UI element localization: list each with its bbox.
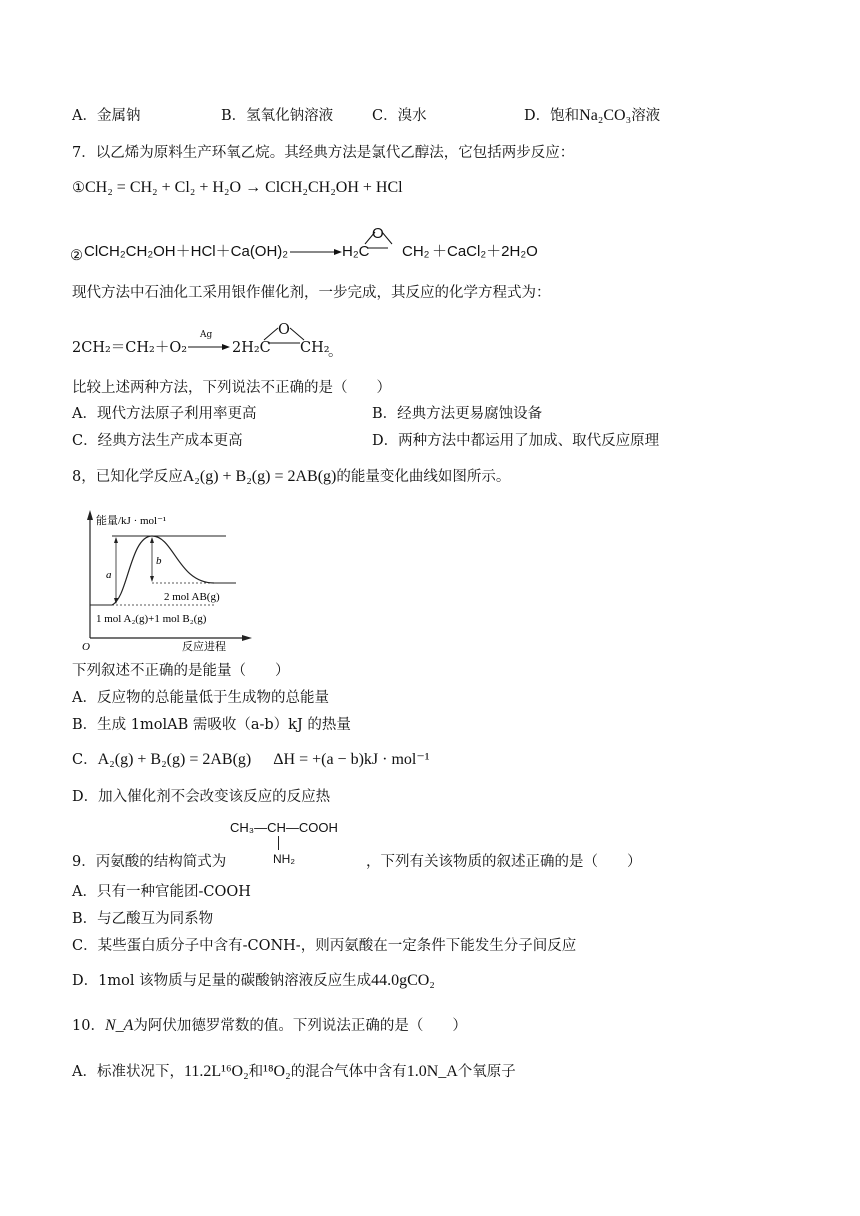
q9-option-c: C．某些蛋白质分子中含有-CONH-，则丙氨酸在一定条件下能发生分子间反应 (72, 938, 577, 954)
q9-structure-bottom: NH₂ (273, 852, 295, 866)
q8-question: 下列叙述不正确的是能量（ ） (72, 663, 290, 679)
q6-option-a: A．金属钠 (72, 108, 141, 124)
q7-reaction-3-end: 。 (328, 344, 343, 360)
chart-label-b: b (156, 555, 162, 567)
q8-stem-suffix: 的能量变化曲线如图所示。 (336, 469, 511, 485)
q9-structure-top: CH₃—CH—COOH (230, 820, 338, 835)
q7-reaction-1-mark: ① (72, 180, 85, 196)
q10-option-a-prefix: A．标准状况下， (72, 1064, 184, 1080)
energy-diagram (76, 508, 256, 653)
chart-ylabel: 能量/kJ · mol⁻¹ (96, 515, 167, 527)
q7-reaction-2-left: ClCH₂CH₂OH＋HCl＋Ca(OH)₂ (84, 243, 289, 260)
q10-stem-prefix: 10． (72, 1018, 105, 1034)
q10-option-a-formula2: ¹⁸O₂ (263, 1063, 291, 1080)
q8-option-d: D．加入催化剂不会改变该反应的反应热 (72, 789, 331, 805)
q8-option-c-prefix: C． (72, 752, 98, 768)
q6-option-d-prefix: D．饱和 (524, 108, 580, 124)
q8-option-c-dh: ΔH = +(a − b)kJ · mol⁻¹ (273, 751, 430, 768)
q10-option-a (72, 1062, 516, 1082)
q9-option-d-formula: 44.0gCO₂ (371, 972, 435, 989)
q9-option-d (72, 971, 435, 991)
q6-option-d-formula: Na₂CO₃ (579, 107, 632, 124)
q9-stem-suffix: ，下列有关该物质的叙述正确的是（ ） (366, 854, 642, 870)
chart-xlabel: 反应进程 (182, 641, 226, 653)
q10-option-a-formula3: 1.0N_A (406, 1063, 458, 1080)
q10-stem-suffix: 为阿伏加德罗常数的值。下列说法正确的是（ ） (133, 1018, 467, 1034)
q6-option-b: B．氢氧化钠溶液 (221, 108, 334, 124)
q10-option-a-formula1: 11.2L¹⁶O₂ (183, 1063, 249, 1080)
q7-reaction-2-ring-right: CH₂ (402, 243, 430, 260)
q9-option-a: A．只有一种官能团-COOH (72, 884, 251, 900)
q7-modern-text: 现代方法中石油化工采用银作催化剂，一步完成，其反应的化学方程式为： (72, 285, 551, 301)
q7-option-a: A．现代方法原子利用率更高 (72, 406, 257, 422)
q7-compare: 比较上述两种方法，下列说法不正确的是（ ） (72, 380, 391, 396)
q7-reaction-2-mark: ② (70, 248, 83, 264)
q7-reaction-2-ring-o: O (372, 225, 384, 242)
q9-structure-bond (278, 836, 279, 850)
q7-reaction-2-ring-left: H₂C (342, 243, 370, 260)
q10-stem-na: N_A (104, 1017, 134, 1034)
q7-reaction-1-equation: CH₂ = CH₂ + Cl₂ + H₂O → ClCH₂CH₂OH + HCl (85, 179, 403, 196)
q7-reaction-3-catalyst: Ag (200, 330, 213, 340)
chart-product-label: 2 mol AB(g) (164, 591, 220, 603)
q7-reaction-3-ring-right: CH₂ (300, 340, 330, 356)
q8-option-c-formula: A₂(g) + B₂(g) = 2AB(g) (97, 751, 252, 768)
q8-option-b: B．生成 1molAB 需吸收（a-b）kJ 的热量 (72, 717, 351, 733)
q6-option-d-suffix: 溶液 (631, 108, 661, 124)
q7-reaction-3-ring-left: 2H₂C (232, 340, 271, 356)
q7-reaction-3-left: 2CH₂＝CH₂＋O₂ (72, 340, 188, 356)
q10-option-a-mid: 和 (248, 1064, 264, 1080)
q7-reaction-2-right: ＋CaCl₂＋2H₂O (432, 243, 538, 260)
q7-option-c: C．经典方法生产成本更高 (72, 433, 243, 449)
q7-reaction-2 (70, 246, 83, 266)
q6-option-d (524, 106, 660, 126)
q10-option-a-text: 的混合气体中含有 (290, 1064, 407, 1080)
q8-stem-formula: A₂(g) + B₂(g) = 2AB(g) (182, 468, 337, 485)
q7-stem: 7．以乙烯为原料生产环氧乙烷。其经典方法是氯代乙醇法，它包括两步反应： (72, 145, 575, 161)
q7-reaction-1 (72, 178, 403, 198)
q8-stem-prefix: 8，已知化学反应 (72, 469, 183, 485)
q7-option-d: D．两种方法中都运用了加成、取代反应原理 (372, 433, 660, 449)
chart-origin: O (82, 641, 90, 653)
q8-option-c (72, 750, 430, 770)
chart-reactant-label: 1 mol A₂(g)+1 mol B₂(g) (96, 613, 207, 625)
q7-reaction-3-ring-o: O (278, 322, 290, 338)
q8-option-a: A．反应物的总能量低于生成物的总能量 (72, 690, 329, 706)
q10-stem (72, 1016, 467, 1036)
q9-stem-prefix: 9．丙氨酸的结构简式为 (72, 854, 227, 870)
chart-label-a: a (106, 569, 112, 581)
q6-option-c: C．溴水 (372, 108, 427, 124)
q8-stem (72, 467, 510, 487)
q7-option-b: B．经典方法更易腐蚀设备 (372, 406, 543, 422)
q9-option-b: B．与乙酸互为同系物 (72, 911, 214, 927)
q9-option-d-prefix: D．1mol 该物质与足量的碳酸钠溶液反应生成 (72, 973, 372, 989)
q10-option-a-suffix: 个氧原子 (457, 1064, 516, 1080)
